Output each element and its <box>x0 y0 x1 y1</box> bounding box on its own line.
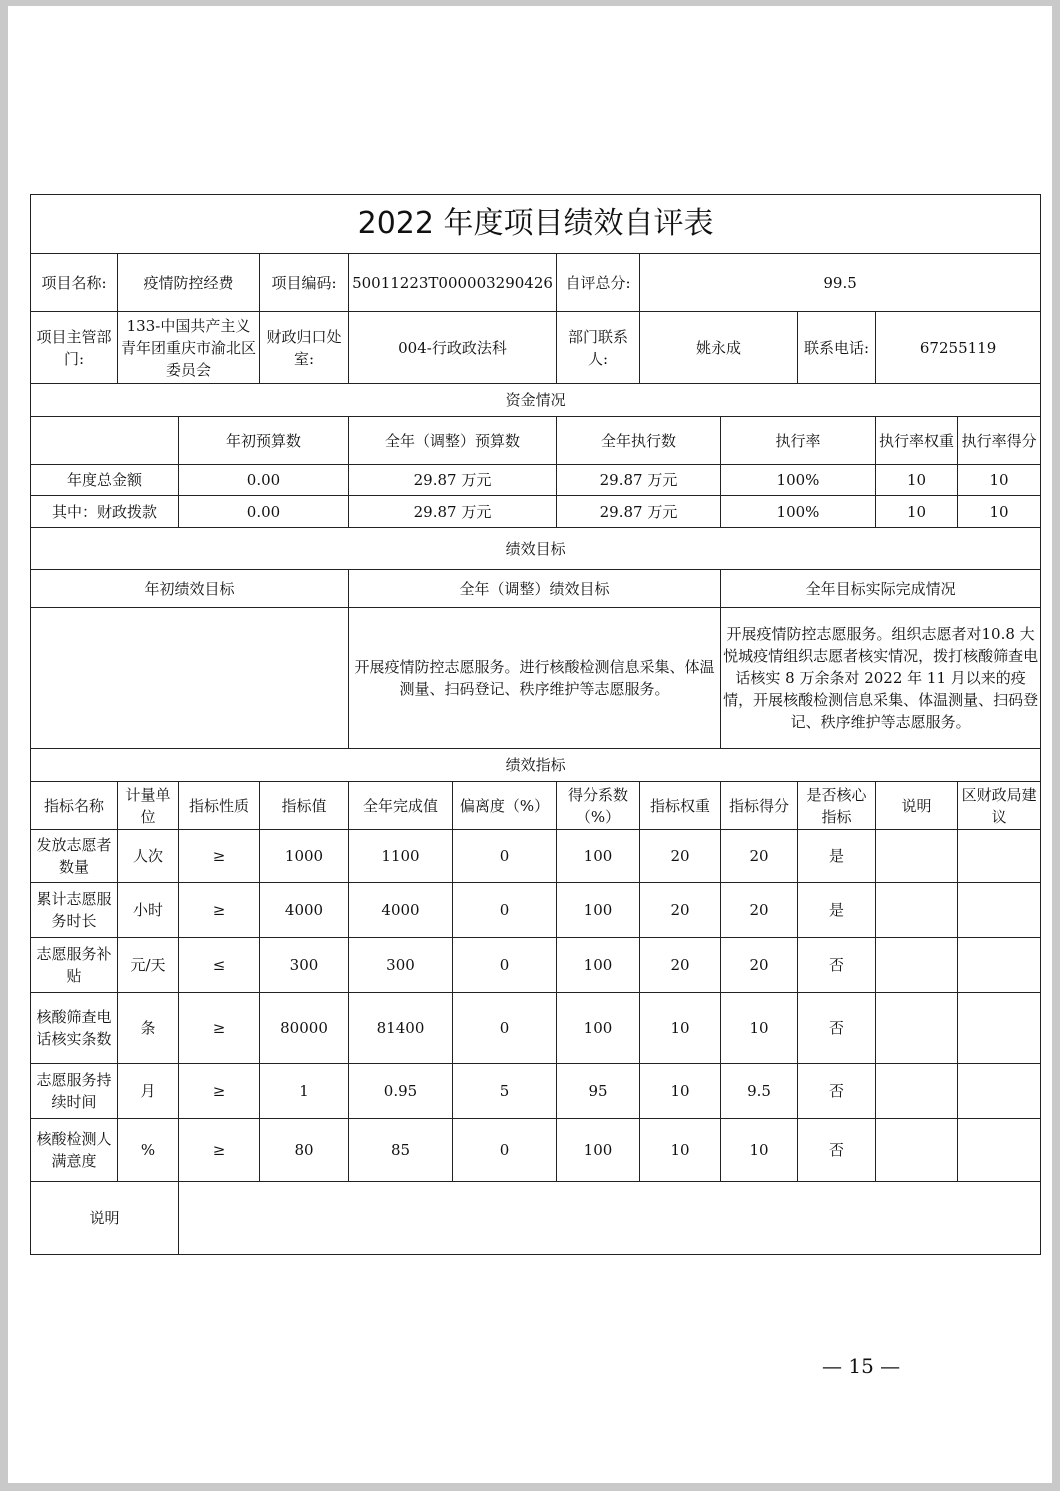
note-label: 说明 <box>31 1182 179 1255</box>
indicator-score: 20 <box>721 830 798 883</box>
indicator-target: 80 <box>260 1119 349 1182</box>
funds-header: 全年执行数 <box>557 417 721 465</box>
goals-header-adjusted: 全年（调整）绩效目标 <box>349 570 721 608</box>
indicator-core: 否 <box>798 1064 876 1119</box>
indicator-nature: ≥ <box>179 993 260 1064</box>
indicator-target: 300 <box>260 938 349 993</box>
indicator-coefficient: 95 <box>557 1064 640 1119</box>
indicator-coefficient: 100 <box>557 1119 640 1182</box>
indicator-header: 指标值 <box>260 782 349 830</box>
indicator-header: 指标性质 <box>179 782 260 830</box>
indicator-header: 全年完成值 <box>349 782 453 830</box>
funds-cell: 0.00 <box>179 496 349 528</box>
indicator-unit: 条 <box>118 993 179 1064</box>
document-page <box>8 6 1052 1483</box>
funds-header: 执行率 <box>721 417 876 465</box>
indicator-nature: ≥ <box>179 1064 260 1119</box>
indicator-note <box>876 993 958 1064</box>
indicator-header: 区财政局建议 <box>958 782 1041 830</box>
funds-cell: 10 <box>876 496 958 528</box>
indicator-core: 否 <box>798 1119 876 1182</box>
indicator-unit: 月 <box>118 1064 179 1119</box>
finance-office-value: 004-行政政法科 <box>349 312 557 384</box>
indicator-deviation: 5 <box>453 1064 557 1119</box>
goals-adjusted: 开展疫情防控志愿服务。进行核酸检测信息采集、体温测量、扫码登记、秩序维护等志愿服务。 <box>349 608 721 749</box>
indicator-unit: 人次 <box>118 830 179 883</box>
indicator-score: 20 <box>721 883 798 938</box>
indicator-name: 核酸检测人满意度 <box>31 1119 118 1182</box>
indicator-deviation: 0 <box>453 938 557 993</box>
indicator-coefficient: 100 <box>557 993 640 1064</box>
indicator-weight: 20 <box>640 830 721 883</box>
indicator-target: 4000 <box>260 883 349 938</box>
contact-label: 部门联系人: <box>557 312 640 384</box>
funds-header: 年初预算数 <box>179 417 349 465</box>
contact-value: 姚永成 <box>640 312 798 384</box>
indicator-core: 否 <box>798 993 876 1064</box>
funds-header: 全年（调整）预算数 <box>349 417 557 465</box>
indicator-row <box>31 993 1041 1064</box>
indicator-actual: 85 <box>349 1119 453 1182</box>
indicator-advice <box>958 1119 1041 1182</box>
goals-actual: 开展疫情防控志愿服务。组织志愿者对10.8 大悦城疫情组织志愿者核实情况，拨打核酸筛查电话核实 8 万余条对 2022 年 11 月以来的疫情，开展核酸检测信息采集、体温测量、扫码登记、秩序维护等志愿服务。 <box>721 608 1041 749</box>
indicator-coefficient: 100 <box>557 938 640 993</box>
indicator-core: 否 <box>798 938 876 993</box>
project-code: 50011223T000003290426 <box>349 254 557 312</box>
page-number: — 15 — <box>822 1354 901 1378</box>
indicator-row <box>31 883 1041 938</box>
indicator-header: 指标名称 <box>31 782 118 830</box>
indicator-target: 80000 <box>260 993 349 1064</box>
score-label: 自评总分: <box>557 254 640 312</box>
indicator-header: 指标权重 <box>640 782 721 830</box>
dept-label: 项目主管部门: <box>31 312 118 384</box>
indicator-deviation: 0 <box>453 1119 557 1182</box>
indicator-score: 10 <box>721 993 798 1064</box>
funds-cell: 0.00 <box>179 465 349 496</box>
project-code-label: 项目编码: <box>260 254 349 312</box>
indicator-deviation: 0 <box>453 993 557 1064</box>
page-title: 2022 年度项目绩效自评表 <box>31 195 1041 254</box>
indicator-header: 计量单位 <box>118 782 179 830</box>
indicator-score: 10 <box>721 1119 798 1182</box>
performance-self-evaluation-table <box>30 194 1041 1255</box>
funds-cell: 10 <box>958 465 1041 496</box>
indicator-row <box>31 830 1041 883</box>
indicator-nature: ≤ <box>179 938 260 993</box>
indicator-advice <box>958 993 1041 1064</box>
project-name: 疫情防控经费 <box>118 254 260 312</box>
funds-cell: 29.87 万元 <box>557 465 721 496</box>
goals-header-initial: 年初绩效目标 <box>31 570 349 608</box>
indicator-note <box>876 938 958 993</box>
funds-section-heading: 资金情况 <box>31 384 1041 417</box>
indicator-header: 偏离度（%） <box>453 782 557 830</box>
indicator-nature: ≥ <box>179 883 260 938</box>
goals-initial <box>31 608 349 749</box>
indicator-advice <box>958 938 1041 993</box>
indicator-note <box>876 830 958 883</box>
indicators-section-heading: 绩效指标 <box>31 749 1041 782</box>
indicator-actual: 4000 <box>349 883 453 938</box>
indicator-actual: 81400 <box>349 993 453 1064</box>
indicator-nature: ≥ <box>179 830 260 883</box>
indicator-weight: 10 <box>640 1064 721 1119</box>
indicator-advice <box>958 830 1041 883</box>
funds-cell: 10 <box>958 496 1041 528</box>
funds-cell: 29.87 万元 <box>557 496 721 528</box>
project-name-label: 项目名称: <box>31 254 118 312</box>
goals-header-actual: 全年目标实际完成情况 <box>721 570 1041 608</box>
indicator-unit: 元/天 <box>118 938 179 993</box>
indicator-name: 志愿服务持续时间 <box>31 1064 118 1119</box>
indicator-target: 1 <box>260 1064 349 1119</box>
indicator-header: 是否核心指标 <box>798 782 876 830</box>
indicator-actual: 300 <box>349 938 453 993</box>
phone-value: 67255119 <box>876 312 1041 384</box>
indicator-target: 1000 <box>260 830 349 883</box>
indicator-actual: 1100 <box>349 830 453 883</box>
indicator-note <box>876 1119 958 1182</box>
indicator-name: 累计志愿服务时长 <box>31 883 118 938</box>
indicator-header: 指标得分 <box>721 782 798 830</box>
funds-header: 执行率权重 <box>876 417 958 465</box>
indicator-coefficient: 100 <box>557 883 640 938</box>
indicator-core: 是 <box>798 830 876 883</box>
score-value: 99.5 <box>640 254 1041 312</box>
indicator-score: 9.5 <box>721 1064 798 1119</box>
funds-cell: 29.87 万元 <box>349 496 557 528</box>
dept-value: 133-中国共产主义青年团重庆市渝北区委员会 <box>118 312 260 384</box>
funds-row-label: 其中：财政拨款 <box>31 496 179 528</box>
funds-cell: 10 <box>876 465 958 496</box>
indicator-header: 得分系数（%） <box>557 782 640 830</box>
indicator-name: 发放志愿者数量 <box>31 830 118 883</box>
funds-cell: 29.87 万元 <box>349 465 557 496</box>
phone-label: 联系电话: <box>798 312 876 384</box>
indicator-name: 核酸筛查电话核实条数 <box>31 993 118 1064</box>
indicator-name: 志愿服务补贴 <box>31 938 118 993</box>
funds-cell: 100% <box>721 465 876 496</box>
funds-cell: 100% <box>721 496 876 528</box>
funds-header-blank <box>31 417 179 465</box>
indicator-weight: 10 <box>640 1119 721 1182</box>
indicator-row <box>31 1064 1041 1119</box>
indicator-nature: ≥ <box>179 1119 260 1182</box>
indicator-unit: % <box>118 1119 179 1182</box>
funds-header: 执行率得分 <box>958 417 1041 465</box>
indicator-weight: 10 <box>640 993 721 1064</box>
indicator-weight: 20 <box>640 938 721 993</box>
indicator-deviation: 0 <box>453 883 557 938</box>
indicator-actual: 0.95 <box>349 1064 453 1119</box>
indicator-score: 20 <box>721 938 798 993</box>
indicator-note <box>876 883 958 938</box>
indicator-weight: 20 <box>640 883 721 938</box>
funds-row-label: 年度总金额 <box>31 465 179 496</box>
indicator-coefficient: 100 <box>557 830 640 883</box>
goals-section-heading: 绩效目标 <box>31 528 1041 570</box>
indicator-deviation: 0 <box>453 830 557 883</box>
indicator-core: 是 <box>798 883 876 938</box>
indicator-unit: 小时 <box>118 883 179 938</box>
finance-office-label: 财政归口处室: <box>260 312 349 384</box>
indicator-header: 说明 <box>876 782 958 830</box>
indicator-row <box>31 1119 1041 1182</box>
indicator-row <box>31 938 1041 993</box>
indicator-advice <box>958 1064 1041 1119</box>
indicator-note <box>876 1064 958 1119</box>
indicator-advice <box>958 883 1041 938</box>
note-value <box>179 1182 1041 1255</box>
